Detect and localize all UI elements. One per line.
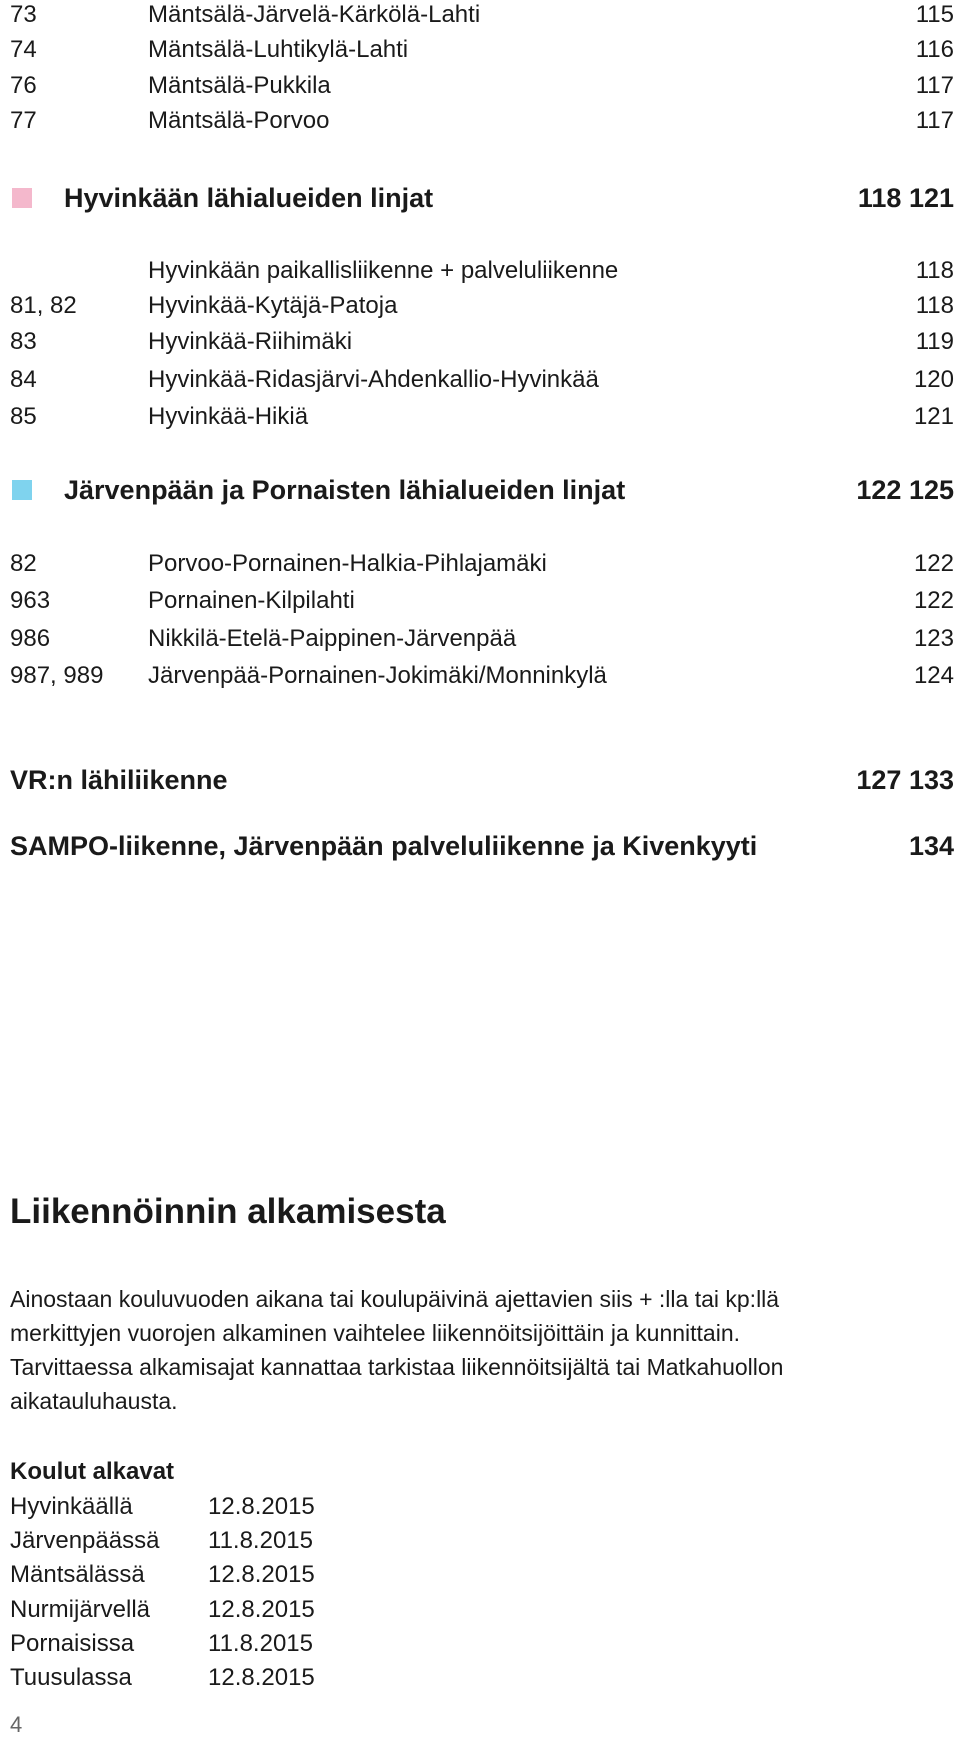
school-place: Tuusulassa [10,1664,132,1691]
route-page: 119 [915,328,954,355]
paragraph-line: aikatauluhausta. [10,1388,178,1414]
route-number: 987, 989 [10,662,104,689]
route-name: Hyvinkää-Hikiä [148,403,309,430]
school-date: 12.8.2015 [208,1596,315,1623]
route-row [10,656,954,696]
route-number: 85 [10,403,37,430]
page-number: 4 [10,1712,23,1737]
school-date: 12.8.2015 [208,1664,315,1691]
start-paragraph [10,1282,954,1418]
schools-heading: Koulut alkavat [10,1458,175,1485]
route-row [10,251,954,291]
section-heading-jarvenpaa [10,468,954,512]
route-number: 82 [10,550,37,577]
route-row [10,322,954,362]
route-page: 118 [915,292,954,319]
route-page: 122 [913,550,954,577]
route-name: Hyvinkää-Riihimäki [148,328,353,355]
route-page: 115 [915,1,954,28]
route-name: Porvoo-Pornainen-Halkia-Pihlajamäki [148,550,547,577]
route-number: 76 [10,72,37,99]
section-title: Hyvinkään lähialueiden linjat [64,183,434,213]
paragraph-line: Ainostaan kouluvuoden aikana tai koulupäivinä ajettavien siis + :lla tai kp:llä [10,1286,780,1312]
route-name: Mäntsälä-Luhtikylä-Lahti [148,36,409,63]
school-place: Nurmijärvellä [10,1596,151,1623]
route-row [10,286,954,326]
route-number: 963 [10,587,51,614]
route-page: 123 [913,625,954,652]
school-place: Mäntsälässä [10,1561,145,1588]
route-name: Nikkilä-Etelä-Paippinen-Järvenpää [148,625,517,652]
paragraph-line: merkittyjen vuorojen alkaminen vaihtelee liikennöitsijöittäin ja kunnittain. [10,1320,741,1346]
route-name: Hyvinkään paikallisliikenne + palveluliikenne [148,257,619,284]
school-date: 11.8.2015 [208,1630,313,1657]
route-page: 117 [915,107,954,134]
route-name: Hyvinkää-Ridasjärvi-Ahdenkallio-Hyvinkää [148,366,599,393]
school-place: Järvenpäässä [10,1527,160,1554]
section-heading-vr [10,758,954,802]
route-name: Hyvinkää-Kytäjä-Patoja [148,292,398,319]
route-number: 81, 82 [10,292,77,319]
school-date: 12.8.2015 [208,1561,315,1588]
route-name: Mäntsälä-Pukkila [148,72,331,99]
section-page-range: 118 121 [857,183,954,213]
route-row [10,544,954,584]
section-title: VR:n lähiliikenne [10,765,228,795]
route-page: 120 [913,366,954,393]
pink-square-marker [12,188,32,208]
route-page: 117 [915,72,954,99]
paragraph-line: Tarvittaessa alkamisajat kannattaa tarkistaa liikennöitsijältä tai Matkahuollon [10,1354,784,1380]
blue-square-marker [12,480,32,500]
section-title: Järvenpään ja Pornaisten lähialueiden linjat [64,475,626,505]
route-row [10,360,954,400]
section-heading-sampo [10,824,954,868]
start-heading: Liikennöinnin alkamisesta [10,1192,446,1231]
route-page: 116 [915,36,954,63]
school-place: Hyvinkäällä [10,1493,133,1520]
route-row [10,30,954,70]
route-page: 124 [913,662,954,689]
route-number: 83 [10,328,37,355]
section-page-range: 134 [908,831,954,861]
route-name: Mäntsälä-Porvoo [148,107,330,134]
section-title: SAMPO-liikenne, Järvenpään palveluliikenne ja Kivenkyyti [10,831,758,861]
route-name: Mäntsälä-Järvelä-Kärkölä-Lahti [148,1,481,28]
route-number: 73 [10,1,37,28]
route-number: 84 [10,366,37,393]
route-row [10,619,954,659]
route-row [10,581,954,621]
route-page: 118 [915,257,954,284]
school-date: 11.8.2015 [208,1527,313,1554]
school-place: Pornaisissa [10,1630,135,1657]
route-row [10,101,954,141]
section-page-range: 122 125 [856,475,954,505]
route-number: 986 [10,625,51,652]
route-page: 121 [913,403,954,430]
route-page: 122 [913,587,954,614]
school-date: 12.8.2015 [208,1493,315,1520]
section-page-range: 127 133 [856,765,954,795]
route-name: Pornainen-Kilpilahti [148,587,355,614]
route-row [10,66,954,106]
route-number: 77 [10,107,37,134]
route-row [10,397,954,437]
route-number: 74 [10,36,37,63]
section-heading-hyvinkaa [10,176,954,220]
route-name: Järvenpää-Pornainen-Jokimäki/Monninkylä [148,662,607,689]
